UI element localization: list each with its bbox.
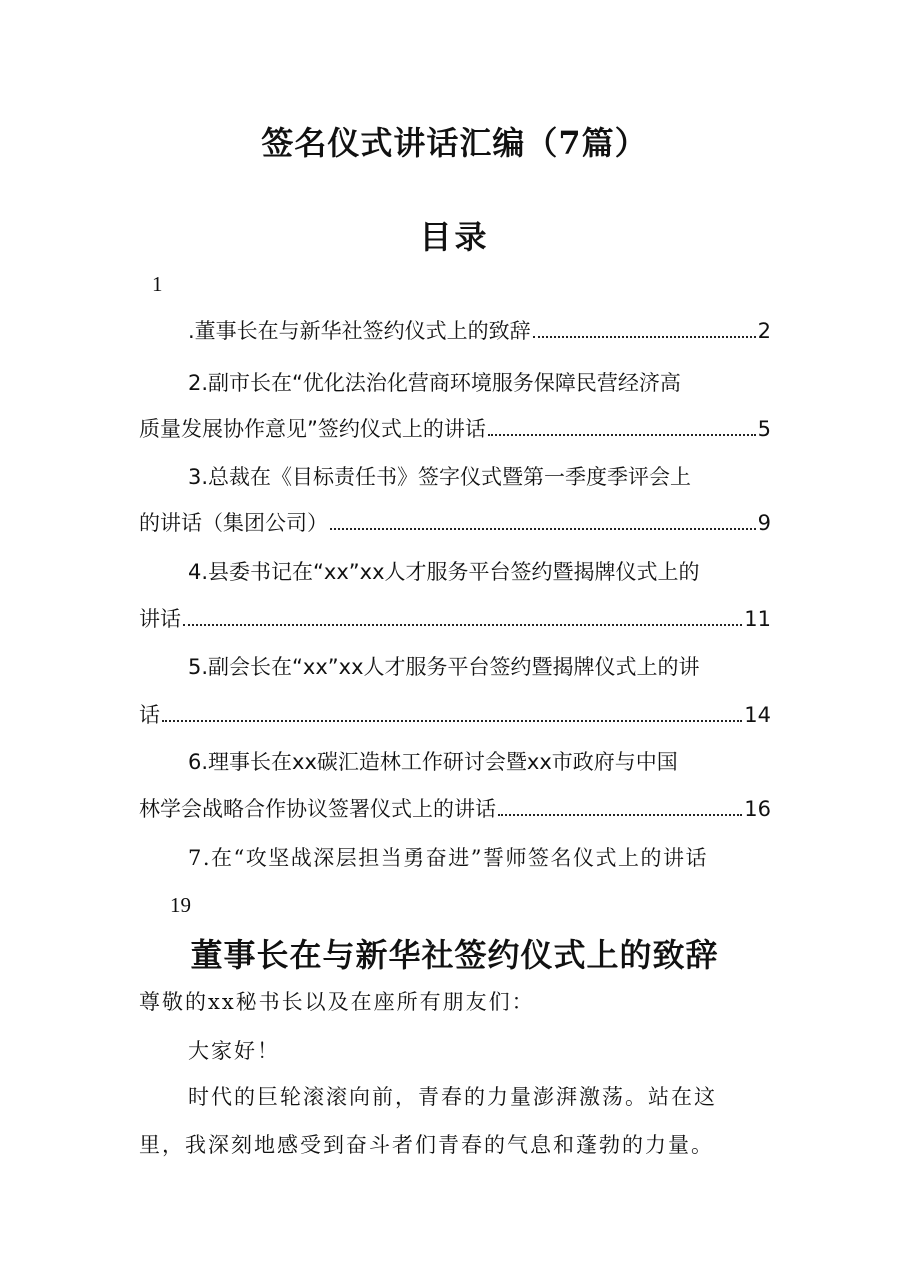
toc-leader-dots — [162, 720, 742, 722]
toc-leader-dots — [533, 336, 756, 338]
paragraph-line: 里，我深刻地感受到奋斗者们青春的气息和蓬勃的力量。 — [139, 1133, 714, 1157]
toc-item-6-line1[interactable]: 6.理事长在xx碳汇造林工作研讨会暨xx市政府与中国 — [188, 750, 678, 774]
greeting: 大家好！ — [188, 1039, 280, 1063]
toc-item-3[interactable] — [139, 508, 771, 538]
toc-leader-dots — [498, 814, 742, 816]
toc-page-number: 14 — [744, 703, 771, 727]
toc-item-2[interactable] — [139, 414, 771, 444]
toc-item-7-page-number: 19 — [170, 893, 191, 917]
toc-leader-dots — [488, 434, 756, 436]
toc-item-text: 质量发展协作意见”签约仪式上的讲话 — [139, 417, 486, 441]
toc-page-number: 2 — [757, 319, 771, 343]
toc-item-4-line1[interactable]: 4.县委书记在“xx”xx人才服务平台签约暨揭牌仪式上的 — [188, 560, 700, 584]
toc-leader-dots — [330, 528, 756, 530]
toc-page-number: 9 — [757, 511, 771, 535]
toc-item-text: .董事长在与新华社签约仪式上的致辞 — [188, 319, 531, 343]
toc-item-text: 讲话 — [139, 607, 181, 631]
toc-page-number: 11 — [744, 607, 771, 631]
toc-item-text: 林学会战略合作协议签署仪式上的讲话 — [139, 797, 496, 821]
toc-item-4[interactable] — [139, 604, 771, 634]
toc-page-number: 16 — [744, 797, 771, 821]
document-title: 签名仪式讲话汇编（7篇） — [261, 124, 648, 162]
toc-item-2-line1[interactable]: 2.副市长在“优化法治化营商环境服务保障民营经济高 — [188, 371, 681, 395]
paragraph-line: 时代的巨轮滚滚向前，青春的力量澎湃激荡。站在这 — [188, 1085, 717, 1109]
toc-page-number: 5 — [757, 417, 771, 441]
toc-item-5[interactable] — [139, 700, 771, 730]
toc-item-5-line1[interactable]: 5.副会长在“xx”xx人才服务平台签约暨揭牌仪式上的讲 — [188, 655, 700, 679]
toc-item-3-line1[interactable]: 3.总裁在《目标责任书》签字仪式暨第一季度季评会上 — [188, 465, 692, 489]
toc-item-1[interactable] — [188, 316, 771, 346]
toc-item-1-number: 1 — [152, 272, 163, 296]
toc-item-7-line1[interactable]: 7.在“攻坚战深层担当勇奋进”誓师签名仪式上的讲话 — [188, 846, 709, 870]
salutation: 尊敬的xx秘书长以及在座所有朋友们： — [139, 990, 535, 1014]
toc-item-text: 话 — [139, 703, 160, 727]
toc-item-6[interactable] — [139, 794, 771, 824]
toc-heading: 目录 — [419, 218, 490, 256]
toc-item-text: 的讲话（集团公司） — [139, 511, 328, 535]
toc-leader-dots — [183, 624, 742, 626]
section-title: 董事长在与新华社签约仪式上的致辞 — [190, 936, 719, 974]
